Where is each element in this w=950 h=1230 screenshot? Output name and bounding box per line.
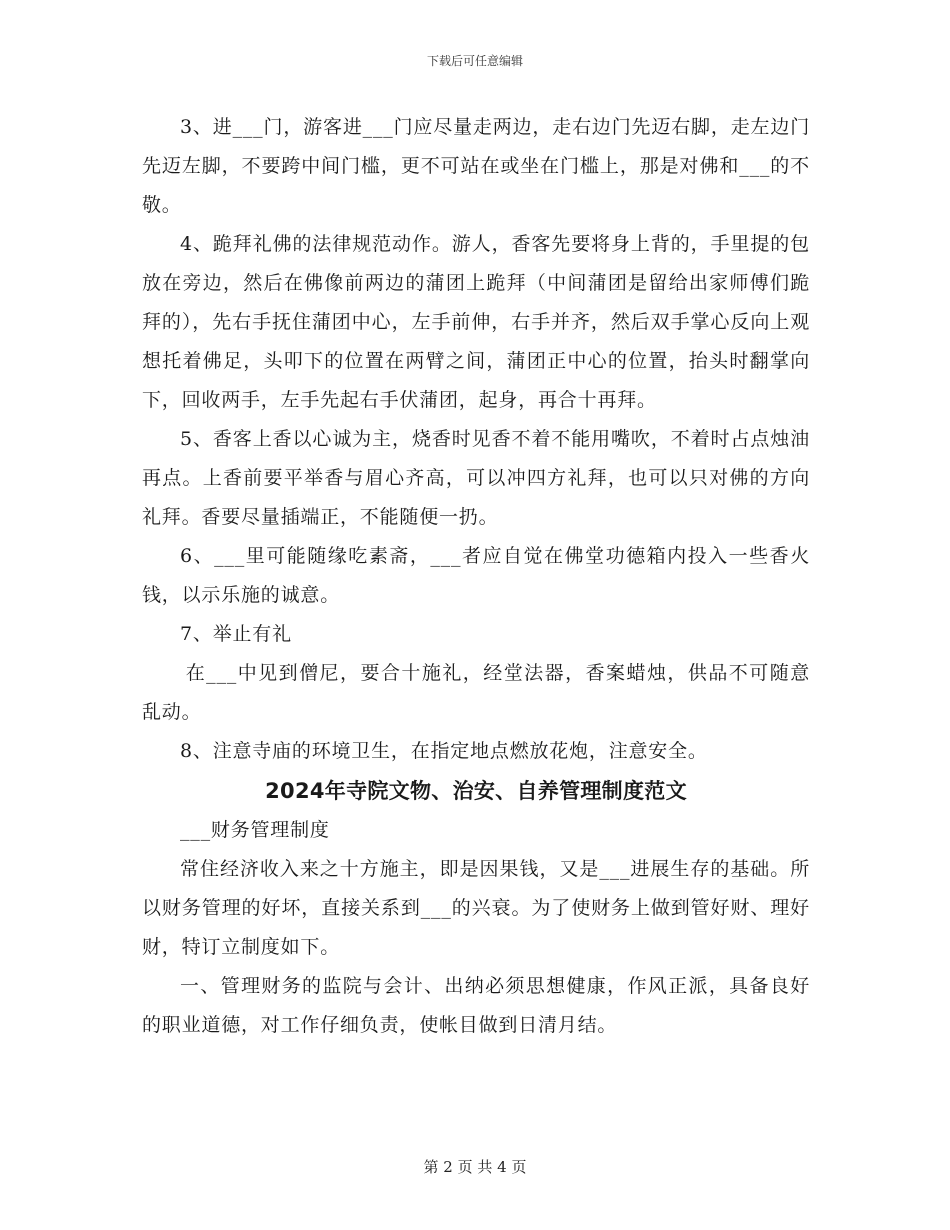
document-body (142, 108, 810, 1045)
section-title: 2024年寺院文物、治安、自养管理制度范文 (265, 779, 687, 803)
paragraph-item-6: 6、___里可能随缘吃素斋，___者应自觉在佛堂功德箱内投入一些香火钱，以示乐施的诚意。 (142, 545, 810, 606)
paragraph-item-7-heading: 7、举止有礼 (180, 623, 292, 645)
section-paragraph-one: 一、管理财务的监院与会计、出纳必须思想健康，作风正派，具备良好的职业道德，对工作仔细负责，使帐目做到日清月结。 (142, 975, 810, 1036)
section-paragraph-intro: 常住经济收入来之十方施主，即是因果钱，又是___进展生存的基础。所以财务管理的好坏，直接关系到___的兴衰。为了使财务上做到管好财、理好财，特订立制度如下。 (142, 858, 810, 958)
page-footer: 第 2 页 共 4 页 (423, 1158, 527, 1176)
paragraph-item-4: 4、跪拜礼佛的法律规范动作。游人，香客先要将身上背的，手里提的包放在旁边，然后在佛像前两边的蒲团上跪拜（中间蒲团是留给出家师傅们跪拜的），先右手抚住蒲团中心，左手前伸，右手并齐，然后双手掌心反向上观想托着佛足，头叩下的位置在两臂之间，蒲团正中心的位置，抬头时翻掌向下，回收两手，左手先起右手伏蒲团，起身，再合十再拜。 (142, 233, 810, 411)
paragraph-item-7-body: 在___中见到僧尼，要合十施礼，经堂法器，香案蜡烛，供品不可随意乱动。 (142, 662, 810, 723)
paragraph-item-5: 5、香客上香以心诚为主，烧香时见香不着不能用嘴吹，不着时占点烛油再点。上香前要平举香与眉心齐高，可以冲四方礼拜，也可以只对佛的方向礼拜。香要尽量插端正，不能随便一扔。 (142, 428, 810, 528)
paragraph-item-8: 8、注意寺庙的环境卫生，在指定地点燃放花炮，注意安全。 (180, 740, 708, 762)
paragraph-item-3: 3、进___门，游客进___门应尽量走两边，走右边门先迈右脚，走左边门先迈左脚，不要跨中间门槛，更不可站在或坐在门槛上，那是对佛和___的不敬。 (142, 116, 810, 216)
page-header: 下载后可任意编辑 (426, 54, 523, 68)
section-subtitle: ___财务管理制度 (180, 819, 330, 841)
